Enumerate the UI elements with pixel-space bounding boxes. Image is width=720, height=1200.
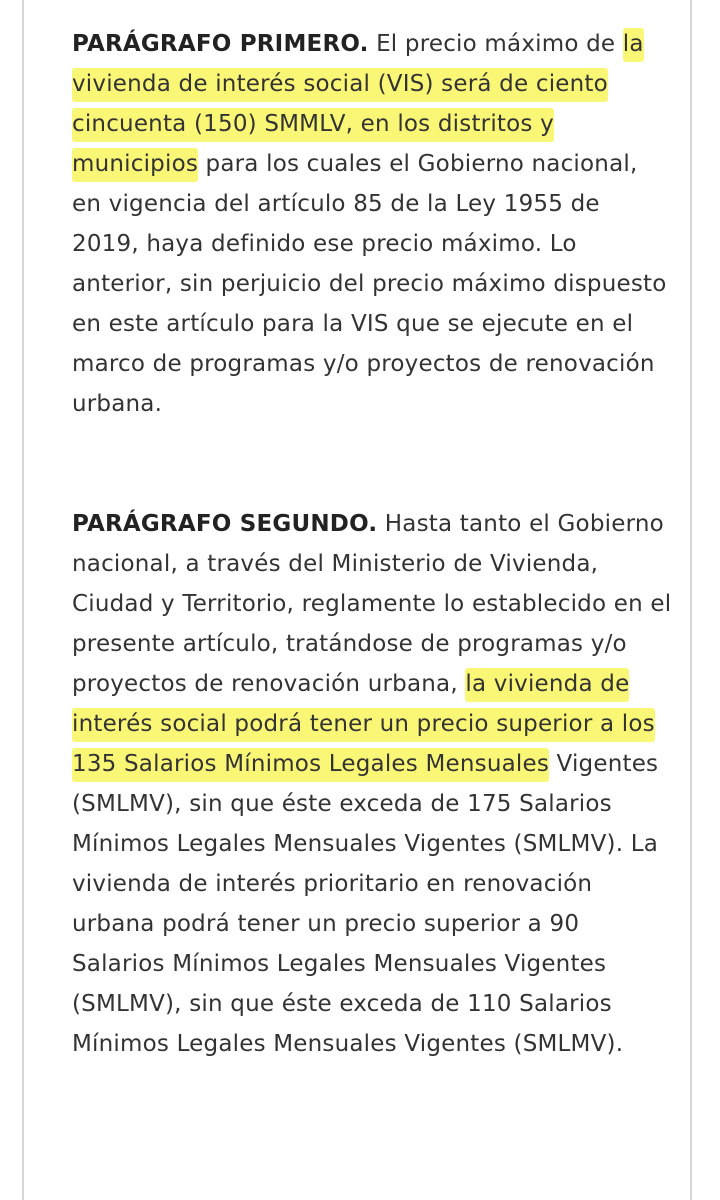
right-border-line — [690, 0, 692, 1200]
paragraph-segundo — [72, 504, 672, 1064]
highlighted-text: la vivienda de interés social podrá tener un precio superior a los 135 Salarios Mínimos Legales Mensuales — [72, 668, 655, 782]
paragraph-primero — [72, 24, 672, 424]
paragraph-intro-text: Hasta tanto el Gobierno nacional, a través del Ministerio de Vivienda, Ciudad y Territorio, reglamente lo establecido en el presente artículo, tratándose de programas y/o proyectos de renovación urbana, — [72, 511, 672, 697]
article-body — [72, 24, 672, 1064]
paragraph-body-text: para los cuales el Gobierno nacional, en vigencia del artículo 85 de la Ley 1955 de 2019, haya definido ese precio máximo. Lo anterior, sin perjuicio del precio máximo dispuesto en este artículo para la VIS que se ejecute en el marco de programas y/o proyectos de renovación urbana. — [72, 151, 667, 417]
paragraph-body-text: Vigentes (SMLMV), sin que éste exceda de 175 Salarios Mínimos Legales Mensuales Vigentes (SMLMV). La vivienda de interés prioritario en renovación urbana podrá tener un precio superior a 90 Salarios Mínimos Legales Mensuales Vigentes (SMLMV), sin que éste exceda de 110 Salarios Mínimos Legales Mensuales Vigentes (SMLMV). — [72, 751, 659, 1057]
left-border-line — [22, 0, 24, 1200]
paragraph-intro-text: El precio máximo de — [376, 31, 616, 57]
highlighted-text: la vivienda de interés social (VIS) será de ciento cincuenta (150) SMMLV, en los distritos y municipios — [72, 28, 644, 182]
paragraph-heading: PARÁGRAFO PRIMERO. — [72, 31, 369, 57]
paragraph-heading: PARÁGRAFO SEGUNDO. — [72, 511, 378, 537]
